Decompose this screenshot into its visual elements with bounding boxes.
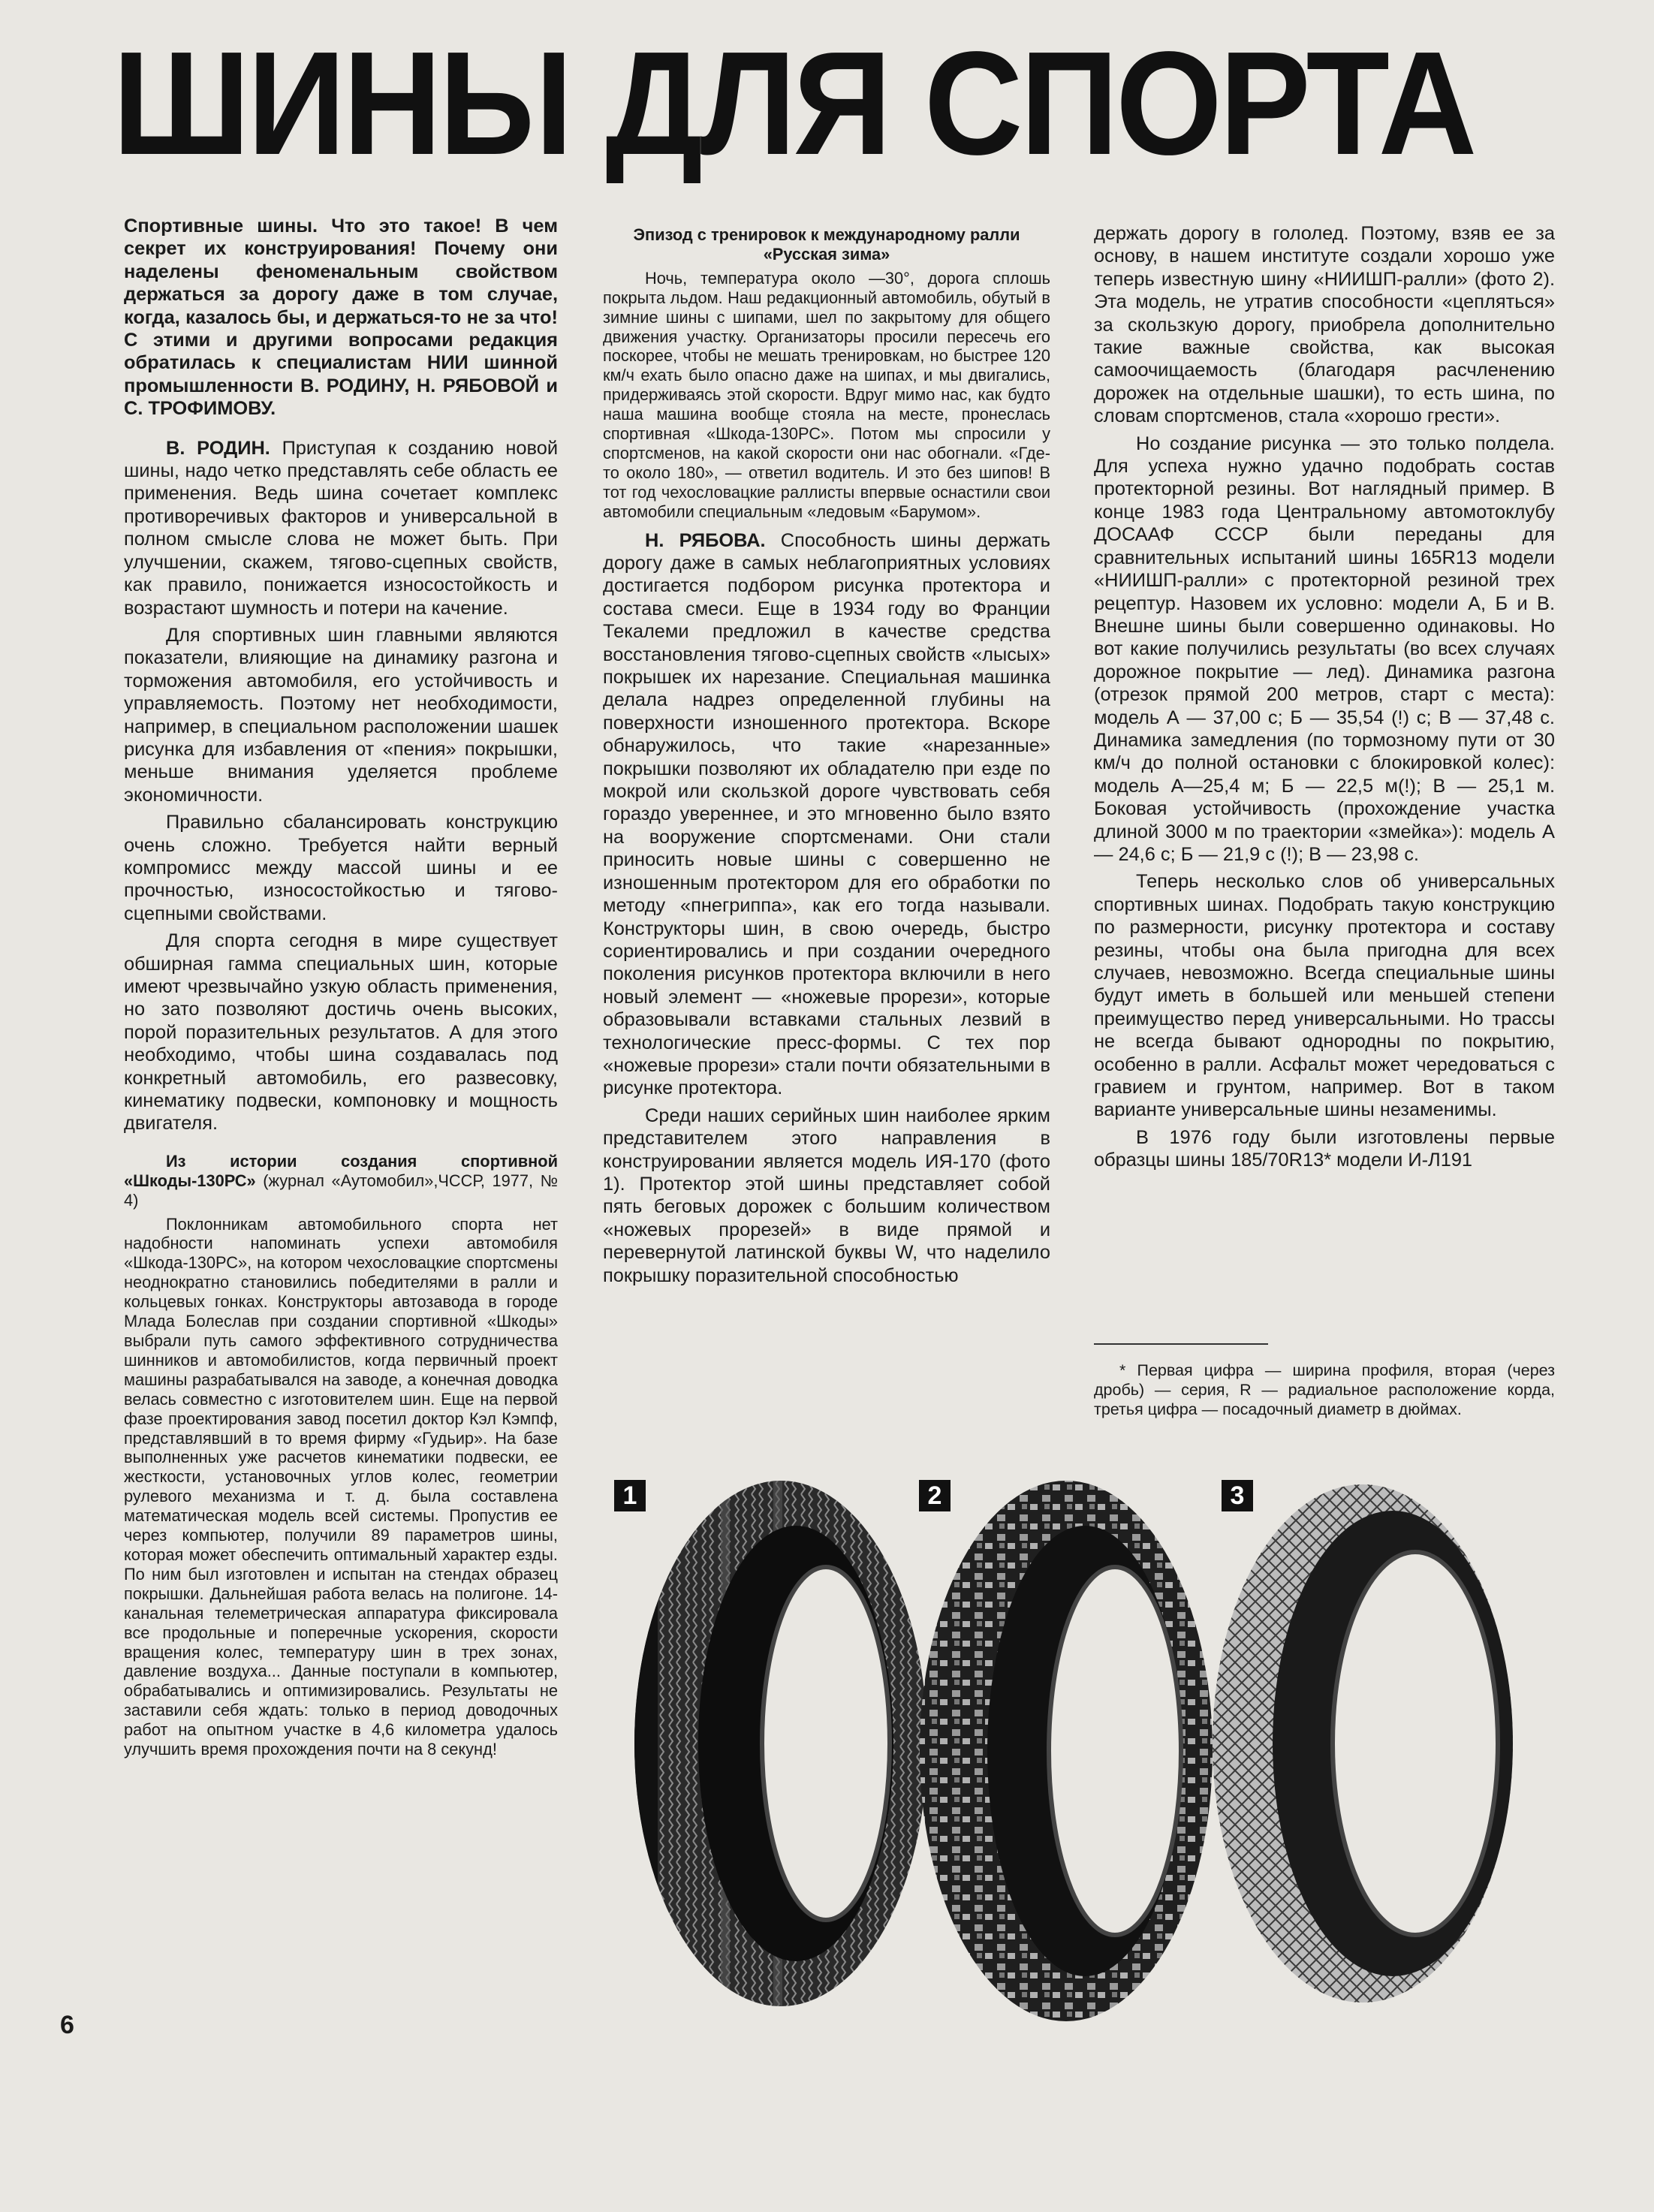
photo-label-1: 1 bbox=[614, 1480, 646, 1511]
author-rodin: В. РОДИН. bbox=[166, 437, 270, 459]
tire-photo-diamond-pattern bbox=[1201, 1473, 1547, 2014]
photo-label-3: 3 bbox=[1222, 1480, 1253, 1511]
tire-photo-block-pattern bbox=[905, 1473, 1220, 2029]
ryabova-paragraph-6: В 1976 году были изготовлены первые образцы шины 185/70R13* модели И-Л191 bbox=[1094, 1126, 1555, 1171]
ryabova-paragraph-2: Среди наших серийных шин наиболее ярким представителем этого направления в конструировании является модель ИЯ-170 (фото 1). Протектор этой шины представляет собой пять беговых дорожек с большим количеством «ножевых прорезей» в виде прямой и перевернутой латинской буквы W, что наделило покрышку поразительной способностью bbox=[603, 1104, 1050, 1286]
rodin-paragraph-1: В. РОДИН. Приступая к созданию новой шины, надо четко представлять себе область ее применения. Ведь шина сочетает комплекс противоречивых факторов и универсальной в полном смысле слова не может быть. При улучшении, скажем, тягово-сцепных свойств, как правило, понижается износостойкость и возрастают шумность и потери на качение. bbox=[124, 437, 558, 619]
rodin-paragraph-4: Для спорта сегодня в мире существует обширная гамма специальных шин, которые имеют чрезвычайно узкую область применения, но зато позволяют достичь очень высоких, порой поразительных результатов. А для этого необходимо, чтобы шина создавалась под конкретный автомобиль, его развесовку, кинематику подвески, компоновку и мощность двигателя. bbox=[124, 930, 558, 1135]
rodin-paragraph-2: Для спортивных шин главными являются показатели, влияющие на динамику разгона и торможения автомобиля, его устойчивость и управляемость. Поэтому нет необходимости, например, в специальном расположении шашек рисунка для избавления от «пения» покрышки, меньше внимания уделяется проблеме экономичности. bbox=[124, 624, 558, 806]
ryabova-paragraph-4: Но создание рисунка — это только полдела. Для успеха нужно удачно подобрать состав протекторной резины. Вот наглядный пример. В конце 1983 года Центральному автомотоклубу ДОСААФ СССР были переданы для сравнительных испытаний шины 165R13 модели «НИИШП-ралли» с протекторной резиной трех рецептур. Назовем их условно: модели А, Б и В. Внешне шины были совершенно одинаковы. Но вот какие получились результаты (во всех случаях дорожное покрытие — лед). Динамика разгона (отрезок прямой 200 метров, старт с места): модель А — 37,00 с; Б — 35,54 (!) с; В — 37,48 с. Динамика замедления (по тормозному пути от 30 км/ч до полной остановки с блокировкой колес): модель А—25,4 м; Б — 22,5 м(!); В — 25,1 м. Боковая устойчивость (прохождение участка длиной 3000 м по траектории «змейка»): модель А — 24,6 с; Б — 21,9 с (!); В — 23,98 с. bbox=[1094, 432, 1555, 865]
history-heading bbox=[124, 1152, 558, 1210]
history-title: Из истории создания спортивной «Шкоды-130РС» bbox=[124, 1151, 558, 1190]
column-2 bbox=[603, 225, 1050, 1287]
author-ryabova: Н. РЯБОВА. bbox=[645, 529, 766, 551]
intro-lead: Спортивные шины. Что это такое! В чем секрет их конструирования! Почему они наделены феноменальным свойством держаться за дорогу даже в том случае, когда, казалось бы, и держаться-то не за что! С этими и другими вопросами редакция обратилась к специалистам НИИ шинной промышленности В. РОДИНУ, Н. РЯБОВОЙ и С. ТРОФИМОВУ. bbox=[124, 215, 558, 420]
column-3 bbox=[1094, 222, 1555, 1172]
photo-label-2: 2 bbox=[919, 1480, 951, 1511]
footnote: * Первая цифра — ширина профиля, вторая (через дробь) — серия, R — радиальное расположение корда, третья цифра — посадочный диаметр в дюймах. bbox=[1094, 1361, 1555, 1418]
history-source: (журнал «Аутомобил»,ЧССР, 1977, № 4) bbox=[124, 1171, 558, 1210]
history-body: Поклонникам автомобильного спорта нет надобности напоминать успехи автомобиля «Шкода-130РС», на котором чехословацкие спортсмены неоднократно становились победителями в ралли и кольцевых гонках. Конструкторы автозавода в городе Млада Болеслав при создании спортивной «Шкоды» выбрали путь самого эффективного сотрудничества шинников и автомобилистов, когда первичный проект машины разрабатывался на заводе, а конечная доводка велась совместно с изготовителем шин. Еще на первой фазе проектирования завод посетил доктор Кэл Кэмпф, представлявший в то время фирму «Гудьир». На базе выполненных уже расчетов кинематики подвески, ее жесткости, установочных углов колес, геометрии рулевого механизма и т. д. была составлена математическая модель всей системы. Пропустив ее через компьютер, получили 89 параметров шины, которая может обеспечить оптимальный характер езды. По ним был изготовлен и испытан на стендах образец покрышки. Дальнейшая работа велась на полигоне. 14-канальная телеметрическая аппаратура фиксировала все продольные и поперечные ускорения, скорости вращения колес, температуру шин в трех зонах, давление воздуха... Данные поступали в компьютер, обрабатывались и оптимизировались. Результаты не заставили себя ждать: только в период доводочных работ на опытном участке в 4,6 километра удалось улучшить время прохождения почти на 8 секунд! bbox=[124, 1214, 558, 1759]
headline: ШИНЫ ДЛЯ СПОРТА bbox=[113, 21, 1475, 185]
ryabova-paragraph-1: Н. РЯБОВА. Способность шины держать дорогу даже в самых неблагоприятных условиях достигается подбором рисунка протектора и состава смеси. Еще в 1934 году во Франции Текалеми предложил в качестве средства восстановления тягово-сцепных свойств «лысых» покрышек их нарезание. Специальная машинка делала надрез определенной глубины на поверхности изношенного протектора. Вскоре обнаружилось, что такие «нарезанные» покрышки позволяют их обладателю при езде по мокрой или скользкой дороге чувствовать себя гораздо увереннее, и это мгновенно было взято на вооружение спортсменами. Они стали приносить новые шины с совершенно не изношенным протектором для его обработки по методу «пнегриппа», как его тогда называли. Конструкторы шин, в свою очередь, быстро сориентировались и при создании очередного поколения рисунков протектора включили в него новый элемент — «ножевые прорези», которые образовывали вставками стальных лезвий в технологические пресс-формы. С тех пор «ножевые прорези» стали почти обязательными в рисунке протектора. bbox=[603, 529, 1050, 1099]
footnote-rule bbox=[1094, 1343, 1268, 1345]
page-number: 6 bbox=[60, 2011, 74, 2039]
ryabova-paragraph-3: держать дорогу в гололед. Поэтому, взяв ее за основу, в нашем институте создали хорошо уже теперь известную шину «НИИШП-ралли» (фото 2). Эта модель, не утратив способности «цепляться» за скользкую дорогу, приобрела дополнительно такие важные свойства, как высокая самоочищаемость (благодаря расчленению дорожек на отдельные шашки), то есть шина, по словам спортсменов, стала «хорошо грести». bbox=[1094, 223, 1555, 427]
episode-title: Эпизод с тренировок к международному ралли «Русская зима» bbox=[633, 225, 1020, 264]
rodin-paragraph-3: Правильно сбалансировать конструкцию очень сложно. Требуется найти верный компромисс между массой шины и ее прочностью, износостойкостью и тягово-сцепными свойствами. bbox=[124, 812, 558, 924]
episode-body: Ночь, температура около —30°, дорога сплошь покрыта льдом. Наш редакционный автомобиль, обутый в зимние шины с шипами, шел по закрытому для общего движения участку. Организаторы просили пересечь его поскорее, чтобы не мешать тренировкам, но быстрее 120 км/ч ехать было опасно даже на шипах, и мы двигались, придерживаясь этой скорости. Вдруг мимо нас, как будто наша машина вообще стояла на месте, пронеслась спортивная «Шкода-130РС». Потом мы спросили у спортсменов, на какой скорости они нас обогнали. «Где-то около 180», — ответил водитель. И это без шипов! В тот год чехословацкие раллисты впервые оснастили свои автомобили специальным «ледовым «Барумом». bbox=[603, 268, 1050, 521]
tire-photo-rib-pattern bbox=[601, 1473, 931, 2014]
ryabova-paragraph-5: Теперь несколько слов об универсальных спортивных шинах. Подобрать такую конструкцию по размерности, рисунку протектора и составу резины, чтобы она была пригодна для всех случаев, невозможно. Всегда специальные шины будут иметь в большей или меньшей степени преимущество перед универсальными. Но трассы не всегда бывают однородны по покрытию, особенно в ралли. Асфальт может чередоваться с гравием и грунтом, например. Вот в таком варианте универсальные шины незаменимы. bbox=[1094, 871, 1555, 1121]
column-1 bbox=[124, 215, 558, 1759]
